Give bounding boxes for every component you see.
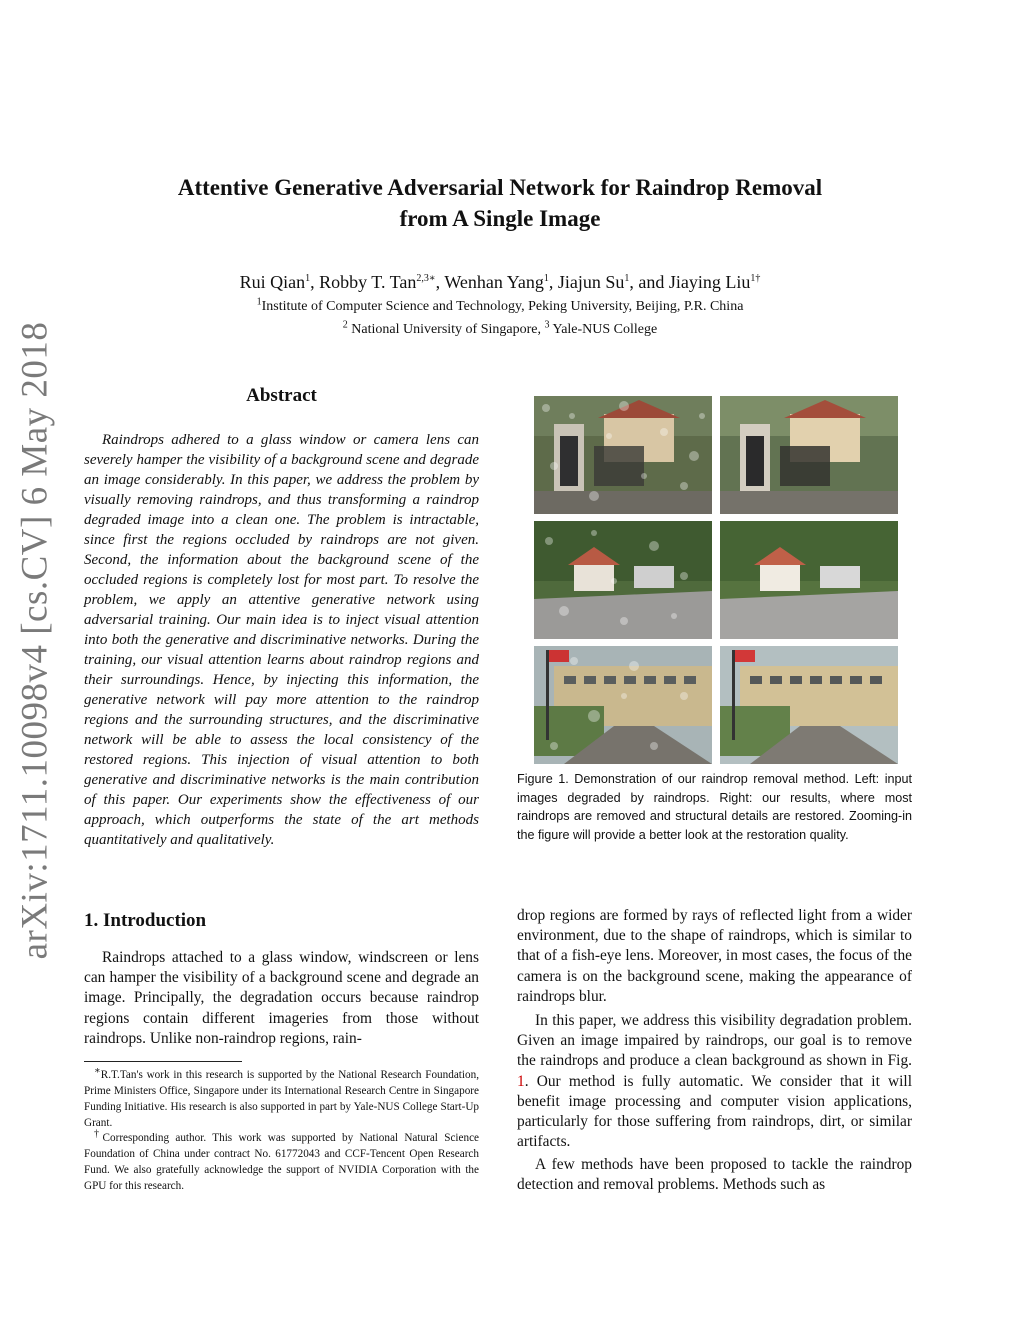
title-line-1: Attentive Generative Adversarial Network for Raindrop Removal	[177, 175, 823, 200]
arxiv-id: arXiv:1711.10098v4 [cs.CV] 6 May 2018	[14, 321, 56, 959]
affiliation-1: $^1$Institute of Computer Science and Technology, Peking University, Beijing, P.R. China	[256, 296, 744, 314]
author-3-sup: 1	[543, 273, 549, 284]
figure-input-building	[534, 646, 712, 764]
author-2: , Robby T. Tan	[310, 272, 417, 292]
introduction-heading: 1. Introduction	[84, 910, 207, 931]
title-line-2: from A Single Image	[399, 206, 601, 231]
introduction-paragraph-3: A few methods have been proposed to tackle the raindrop detection and removal problems. Methods such as	[517, 1156, 912, 1194]
abstract-text: Raindrops adhered to a glass window or camera lens can severely hamper the visibility of a background scene and degrade an image considerably. In this paper, we address the problem by visually removing raindrops, and thus transforming a raindrop degraded image into a clean one. The problem is intractable, since first the regions occluded by raindrops are not given. Second, the information about the background scene of the occluded regions is completely lost for most part. To resolve the problem, we apply an attentive generative network using adversarial training. Our main idea is to inject visual attention into both the generative and discriminative networks. During the training, our visual attention learns about raindrop regions and their surroundings. Hence, by injecting this information, the generative network will pay more attention to the raindrop regions and the surrounding structures, and the discriminative network will be able to assess the local consistency of the restored regions. This injection of visual attention to both generative and discriminative networks is the main contribution of this paper. Our experiments show the effectiveness of our approach, which outperforms the state of the art methods quantitatively and qualitatively.	[84, 432, 479, 848]
introduction-paragraph-1-continued: drop regions are formed by rays of reflected light from a wider environment, due to the shape of raindrops, which is similar to that of a fish-eye lens. Moreover, in most cases, the focus of the camera is on the background scene, making the appearance of raindrops blur.	[517, 907, 912, 1005]
author-list	[100, 270, 900, 294]
figure-output-building	[720, 646, 898, 764]
figure-input-road	[534, 521, 712, 639]
figure-output-road	[720, 521, 898, 639]
arxiv-stamp	[10, 321, 60, 959]
figure-output-house	[720, 396, 898, 514]
author-4: , Jiajun Su	[548, 272, 625, 292]
introduction-paragraph-2: In this paper, we address this visibility degradation problem. Given an image impaired by raindrops, our goal is to remove the raindrops and produce a clean background as shown in Fig. 1. Our method is fully automatic. We consider that it will benefit image processing and computer vision applications, particularly for those suffering from raindrops, dirt, or similar artifacts.	[517, 1012, 912, 1151]
author-3: , Wenhan Yang	[435, 272, 544, 292]
author-5-sup: 1†	[750, 273, 761, 284]
figure-input-house	[534, 396, 712, 514]
author-2-sup: 2,3∗	[416, 273, 436, 284]
footnote-1: ∗R.T.Tan's work in this research is supported by the National Research Foundation, Prime Ministers Office, Singapore under its International Research Centre in Singapore Funding Initiative. His research is also supported in part by Yale-NUS College Start-Up Grant.	[84, 1065, 479, 1130]
figure-1-link[interactable]: 1	[517, 1072, 525, 1090]
footnote-rule	[84, 1061, 242, 1062]
introduction-paragraph-1: Raindrops attached to a glass window, windscreen or lens can hamper the visibility of a background scene and degrade an image. Principally, the degradation occurs because raindrop regions contain different imageries from those without raindrops. Unlike non-raindrop regions, rain-	[84, 949, 479, 1047]
footnote-2: †Corresponding author. This work was supported by National Natural Science Foundation of China under contract No. 61772043 and CCF-Tencent Open Research Fund. We also gratefully acknowledge the support of NVIDIA Corporation with the GPU for this research.	[84, 1128, 480, 1193]
affiliation-2: $^2$ National University of Singapore, $^3$ Yale-NUS College	[342, 319, 658, 337]
figure-1-caption: Figure 1. Demonstration of our raindrop removal method. Left: input images degraded by raindrops. Right: our results, where most raindrops are removed and structural details are restored. Zooming-in the figure will provide a better look at the restoration quality.	[517, 772, 912, 842]
author-1-sup: 1	[305, 273, 311, 284]
author-4-sup: 1	[624, 273, 630, 284]
figure-1	[534, 396, 900, 764]
abstract-heading: Abstract	[246, 385, 317, 406]
author-1: Rui Qian	[239, 272, 306, 292]
paper-title	[100, 172, 900, 234]
author-5: , and Jiaying Liu	[629, 272, 751, 292]
